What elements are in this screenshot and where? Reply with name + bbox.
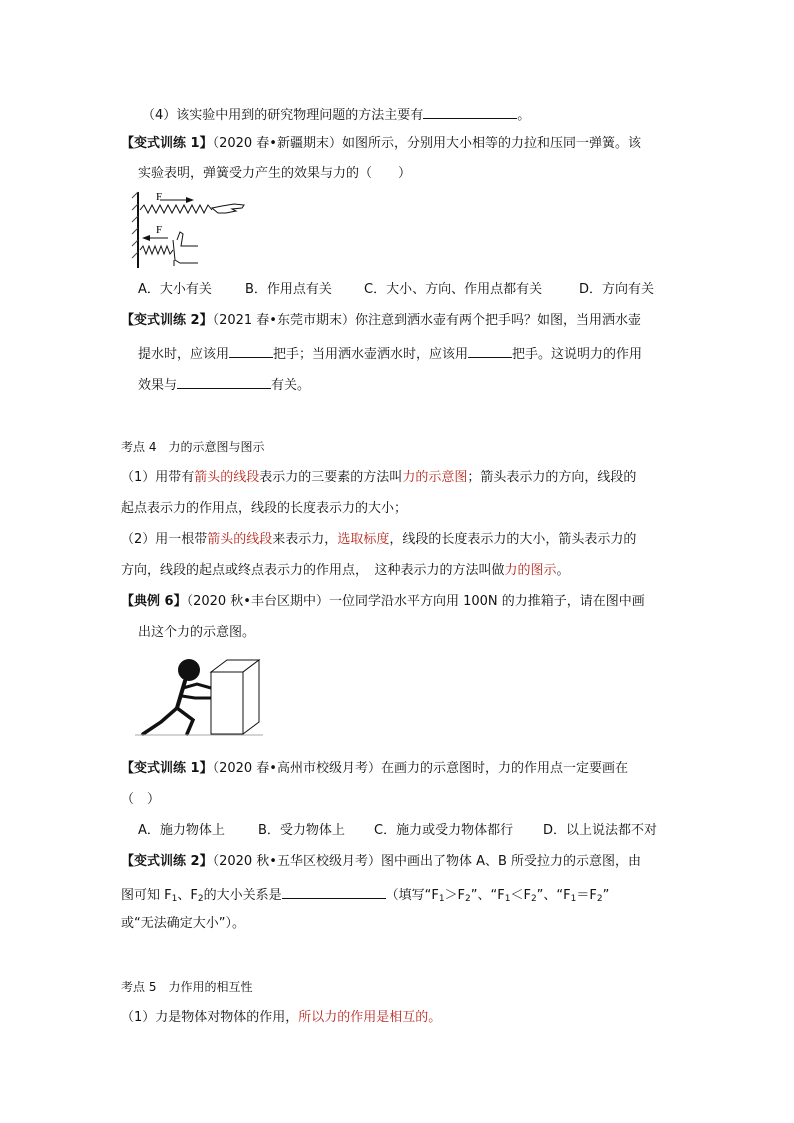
box-front xyxy=(211,672,243,734)
example-6-line1: 【典例 6】（2020 秋•丰台区期中）一位同学沿水平方向用 100N 的力推箱子，请在图中画 xyxy=(121,594,645,609)
force-label-top: F xyxy=(156,191,163,203)
person-leg-back xyxy=(143,708,177,734)
pull-arrowhead xyxy=(186,197,194,203)
answer-blank xyxy=(229,343,273,358)
variant-2-line3: 效果与 有关。 xyxy=(138,374,310,395)
variant-2-line2: 提水时，应该用 把手；当用洒水壶洒水时，应该用 把手。这说明力的作用 xyxy=(138,343,642,364)
answer-blank xyxy=(423,104,517,119)
pushing-box-figure xyxy=(135,652,265,742)
question-4-line: （4）该实验中用到的研究物理问题的方法主要有 。 xyxy=(142,104,530,125)
variant-3-line1: 【变式训练 1】（2020 春•高州市校级月考）在画力的示意图时，力的作用点一定要画在 xyxy=(121,761,628,776)
box-side xyxy=(243,660,259,734)
stretched-spring xyxy=(140,205,212,213)
variant-1-line1: 【变式训练 1】（2020 春•新疆期末）如图所示，分别用大小相等的力拉和压同一弹簧。该 xyxy=(121,136,641,151)
person-leg-front xyxy=(177,708,193,734)
kp5-p1: （1）力是物体对物体的作用，所以力的作用是相互的。 xyxy=(121,1010,442,1025)
kp4-p2-line1: （2）用一根带箭头的线段来表示力，选取标度，线段的长度表示力的大小，箭头表示力的 xyxy=(121,532,637,547)
variant-4-line2: 图可知 $F_1$、$F_2$的大小关系是 （填写“$F_1>F_2$”、“$F_1<F_2$”、“$F_1=F_2$” xyxy=(121,884,609,905)
kp4-p1-line1: （1）用带有箭头的线段表示力的三要素的方法叫力的示意图；箭头表示力的方向，线段的 xyxy=(121,470,637,485)
push-arrowhead xyxy=(142,235,150,241)
pulling-hand xyxy=(212,204,244,213)
variant-4-line3: 或“无法确定大小”）。 xyxy=(121,916,245,931)
variant-4-line1: 【变式训练 2】（2020 秋•五华区校级月考）图中画出了物体 A、B 所受拉力的示意图，由 xyxy=(121,854,642,869)
variant-3-line2: （ ） xyxy=(121,792,161,807)
variant-2-line1: 【变式训练 2】（2021 春•东莞市期末）你注意到洒水壶有两个把手吗？如图，当用洒水壶 xyxy=(121,313,641,328)
pushing-hand xyxy=(173,232,198,266)
answer-blank xyxy=(282,884,386,899)
person-body xyxy=(177,681,185,708)
person-arm-lower xyxy=(182,696,211,698)
compressed-spring xyxy=(140,246,173,254)
kp4-p2-line2: 方向，线段的起点或终点表示力的作用点， 这种表示力的方法叫做力的图示。 xyxy=(121,563,570,578)
person-head xyxy=(178,659,200,681)
spring-figure xyxy=(128,188,248,270)
answer-blank xyxy=(468,343,512,358)
section-title-4: 考点 4 力的示意图与图示 xyxy=(121,440,265,454)
kp4-p1-line2: 起点表示力的作用点，线段的长度表示力的大小； xyxy=(121,501,408,516)
section-title-5: 考点 5 力作用的相互性 xyxy=(121,980,253,994)
variant-1-line2: 实验表明，弹簧受力产生的效果与力的（ ） xyxy=(138,166,412,181)
force-label-bottom: F xyxy=(156,224,163,236)
example-6-line2: 出这个力的示意图。 xyxy=(138,625,256,640)
person-arm-upper xyxy=(183,684,211,688)
answer-blank xyxy=(177,374,271,389)
